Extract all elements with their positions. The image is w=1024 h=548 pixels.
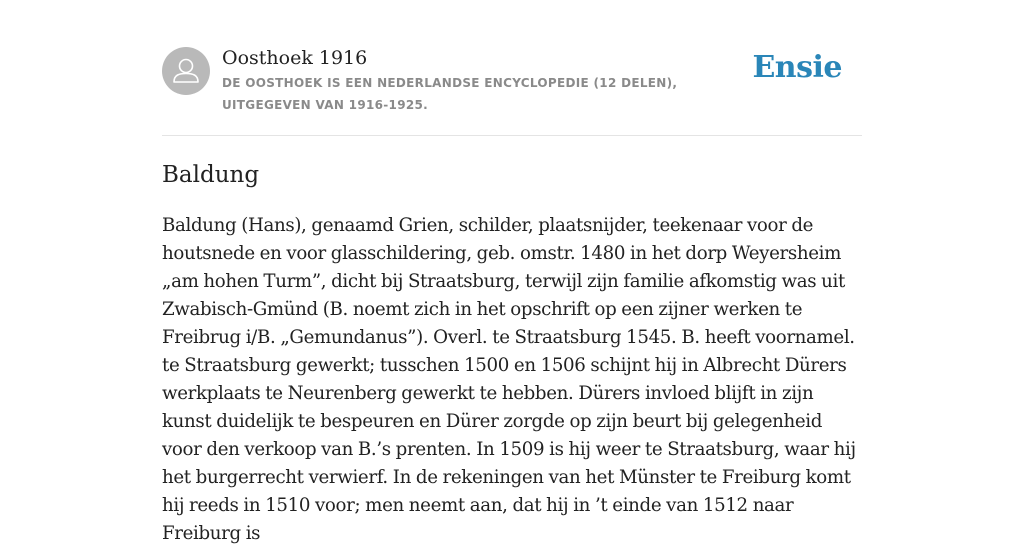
header-divider <box>162 135 862 136</box>
source-header <box>162 46 862 116</box>
source-title-link[interactable]: Oosthoek 1916 <box>222 47 368 69</box>
avatar[interactable] <box>162 47 210 95</box>
entry-body: Baldung (Hans), genaamd Grien, schilder, plaatsnijder, teekenaar voor de houtsnede en voor glasschildering, geb. omstr. 1480 in het dorp Weyersheim „am hohen Turm”, dicht bij Straatsburg, terwijl zijn familie afkomstig was uit Zwabisch-Gmünd (B. noemt zich in het opschrift op een zijner werken te Freibrug i/B. „Gemundanus”). Overl. te Straatsburg 1545. B. heeft voornamel. te Straatsburg gewerkt; tusschen 1500 en 1506 schijnt hij in Albrecht Dürers werkplaats te Neurenberg gewerkt te hebben. Dürers invloed blijft in zijn kunst duidelijk te bespeuren en Dürer zorgde op zijn beurt bij gelegenheid voor den verkoop van B.’s prenten. In 1509 is hij weer te Straatsburg, waar hij het burgerrecht verwierf. In de rekeningen van het Münster te Freiburg komt hij reeds in 1510 voor; men neemt aan, dat hij in ’t einde van 1512 naar Freiburg is <box>162 215 856 544</box>
ensie-logo-link[interactable]: Ensie <box>752 50 842 85</box>
entry-title: Baldung <box>162 162 260 188</box>
source-description: DE OOSTHOEK IS EEN NEDERLANDSE ENCYCLOPEDIE (12 DELEN), UITGEGEVEN VAN 1916-1925. <box>222 76 678 112</box>
user-icon <box>162 47 210 95</box>
